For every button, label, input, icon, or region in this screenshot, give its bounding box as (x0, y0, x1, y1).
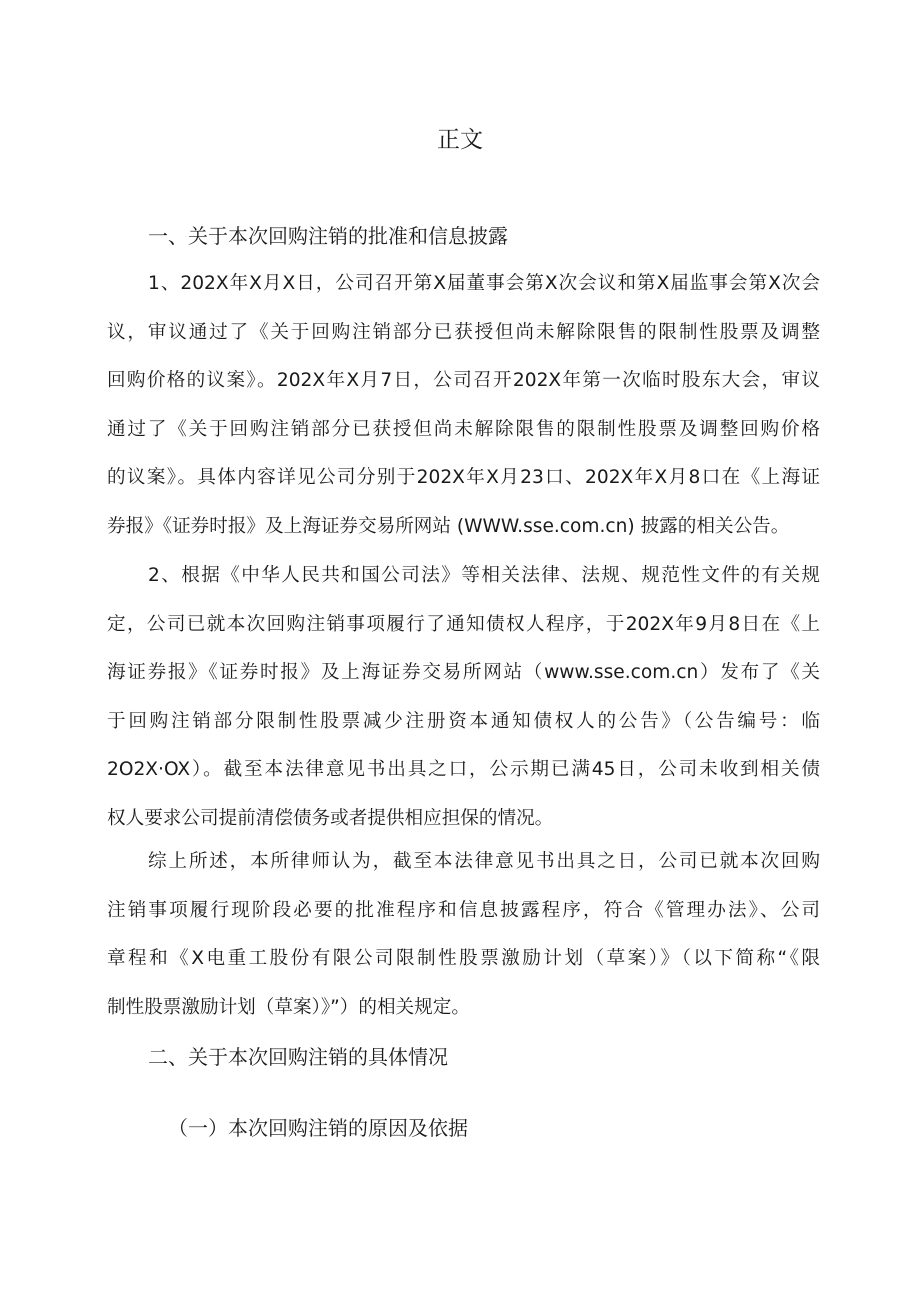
paragraph-line: 议，审议通过了《关于回购注销部分已获授但尚未解除限售的限制性股票及调整 (107, 321, 820, 343)
paragraph-line: 章程和《X电重工股份有限公司限制性股票激励计划（草案）》（以下简称“《限 (107, 948, 820, 970)
paragraph-line: 于回购注销部分限制性股票减少注册资本通知债权人的公告》（公告编号：临 (107, 710, 820, 732)
paragraph-line: 海证券报》《证券时报》及上海证券交易所网站（www.sse.com.cn）发布了《关 (107, 662, 820, 684)
paragraph-line: 1、202X年X月X日，公司召开第X届董事会第X次会议和第X届监事会第X次会 (148, 273, 820, 294)
paragraph-line: 的议案》。具体内容详见公司分别于202X年X月23口、202X年X月8口在《上海证 (107, 467, 820, 489)
section-2-heading: 二、关于本次回购注销的具体情况 (148, 1045, 448, 1069)
section-2-subheading: （一）本次回购注销的原因及依据 (168, 1116, 468, 1140)
paragraph-line: 注销事项履行现阶段必要的批准程序和信息披露程序，符合《管理办法》、公司 (107, 899, 820, 921)
paragraph-line: 权人要求公司提前清偿债务或者提供相应担保的情况。 (107, 807, 554, 829)
paragraph-line: 券报》《证券时报》及上海证券交易所网站 (WWW.sse.com.cn) 披露的相关公告。 (107, 515, 790, 537)
paragraph-line: 制性股票激励计划（草案）》”）的相关规定。 (107, 996, 470, 1018)
paragraph-line: 2O2X·OX）。截至本法律意见书出具之口，公示期已满45日，公司未收到相关债 (107, 759, 820, 781)
paragraph-line: 回购价格的议案》。202X年X月7日，公司召开202X年第一次临时股东大会，审议 (107, 370, 820, 392)
paragraph-line: 2、根据《中华人民共和国公司法》等相关法律、法规、规范性文件的有关规 (148, 565, 820, 586)
paragraph-line: 通过了《关于回购注销部分已获授但尚未解除限售的限制性股票及调整回购价格 (107, 418, 820, 440)
section-1-heading: 一、关于本次回购注销的批准和信息披露 (148, 224, 508, 248)
section-1-paragraph-1 (107, 260, 820, 552)
document-title: 正文 (437, 127, 483, 153)
section-1-paragraph-3 (107, 838, 820, 1032)
paragraph-line: 综上所述，本所律师认为，截至本法律意见书出具之日，公司已就本次回购 (148, 851, 820, 872)
paragraph-line: 定，公司已就本次回购注销事项履行了通知债权人程序，于202X年9月8日在《上 (107, 613, 820, 635)
section-1-paragraph-2 (107, 552, 820, 844)
